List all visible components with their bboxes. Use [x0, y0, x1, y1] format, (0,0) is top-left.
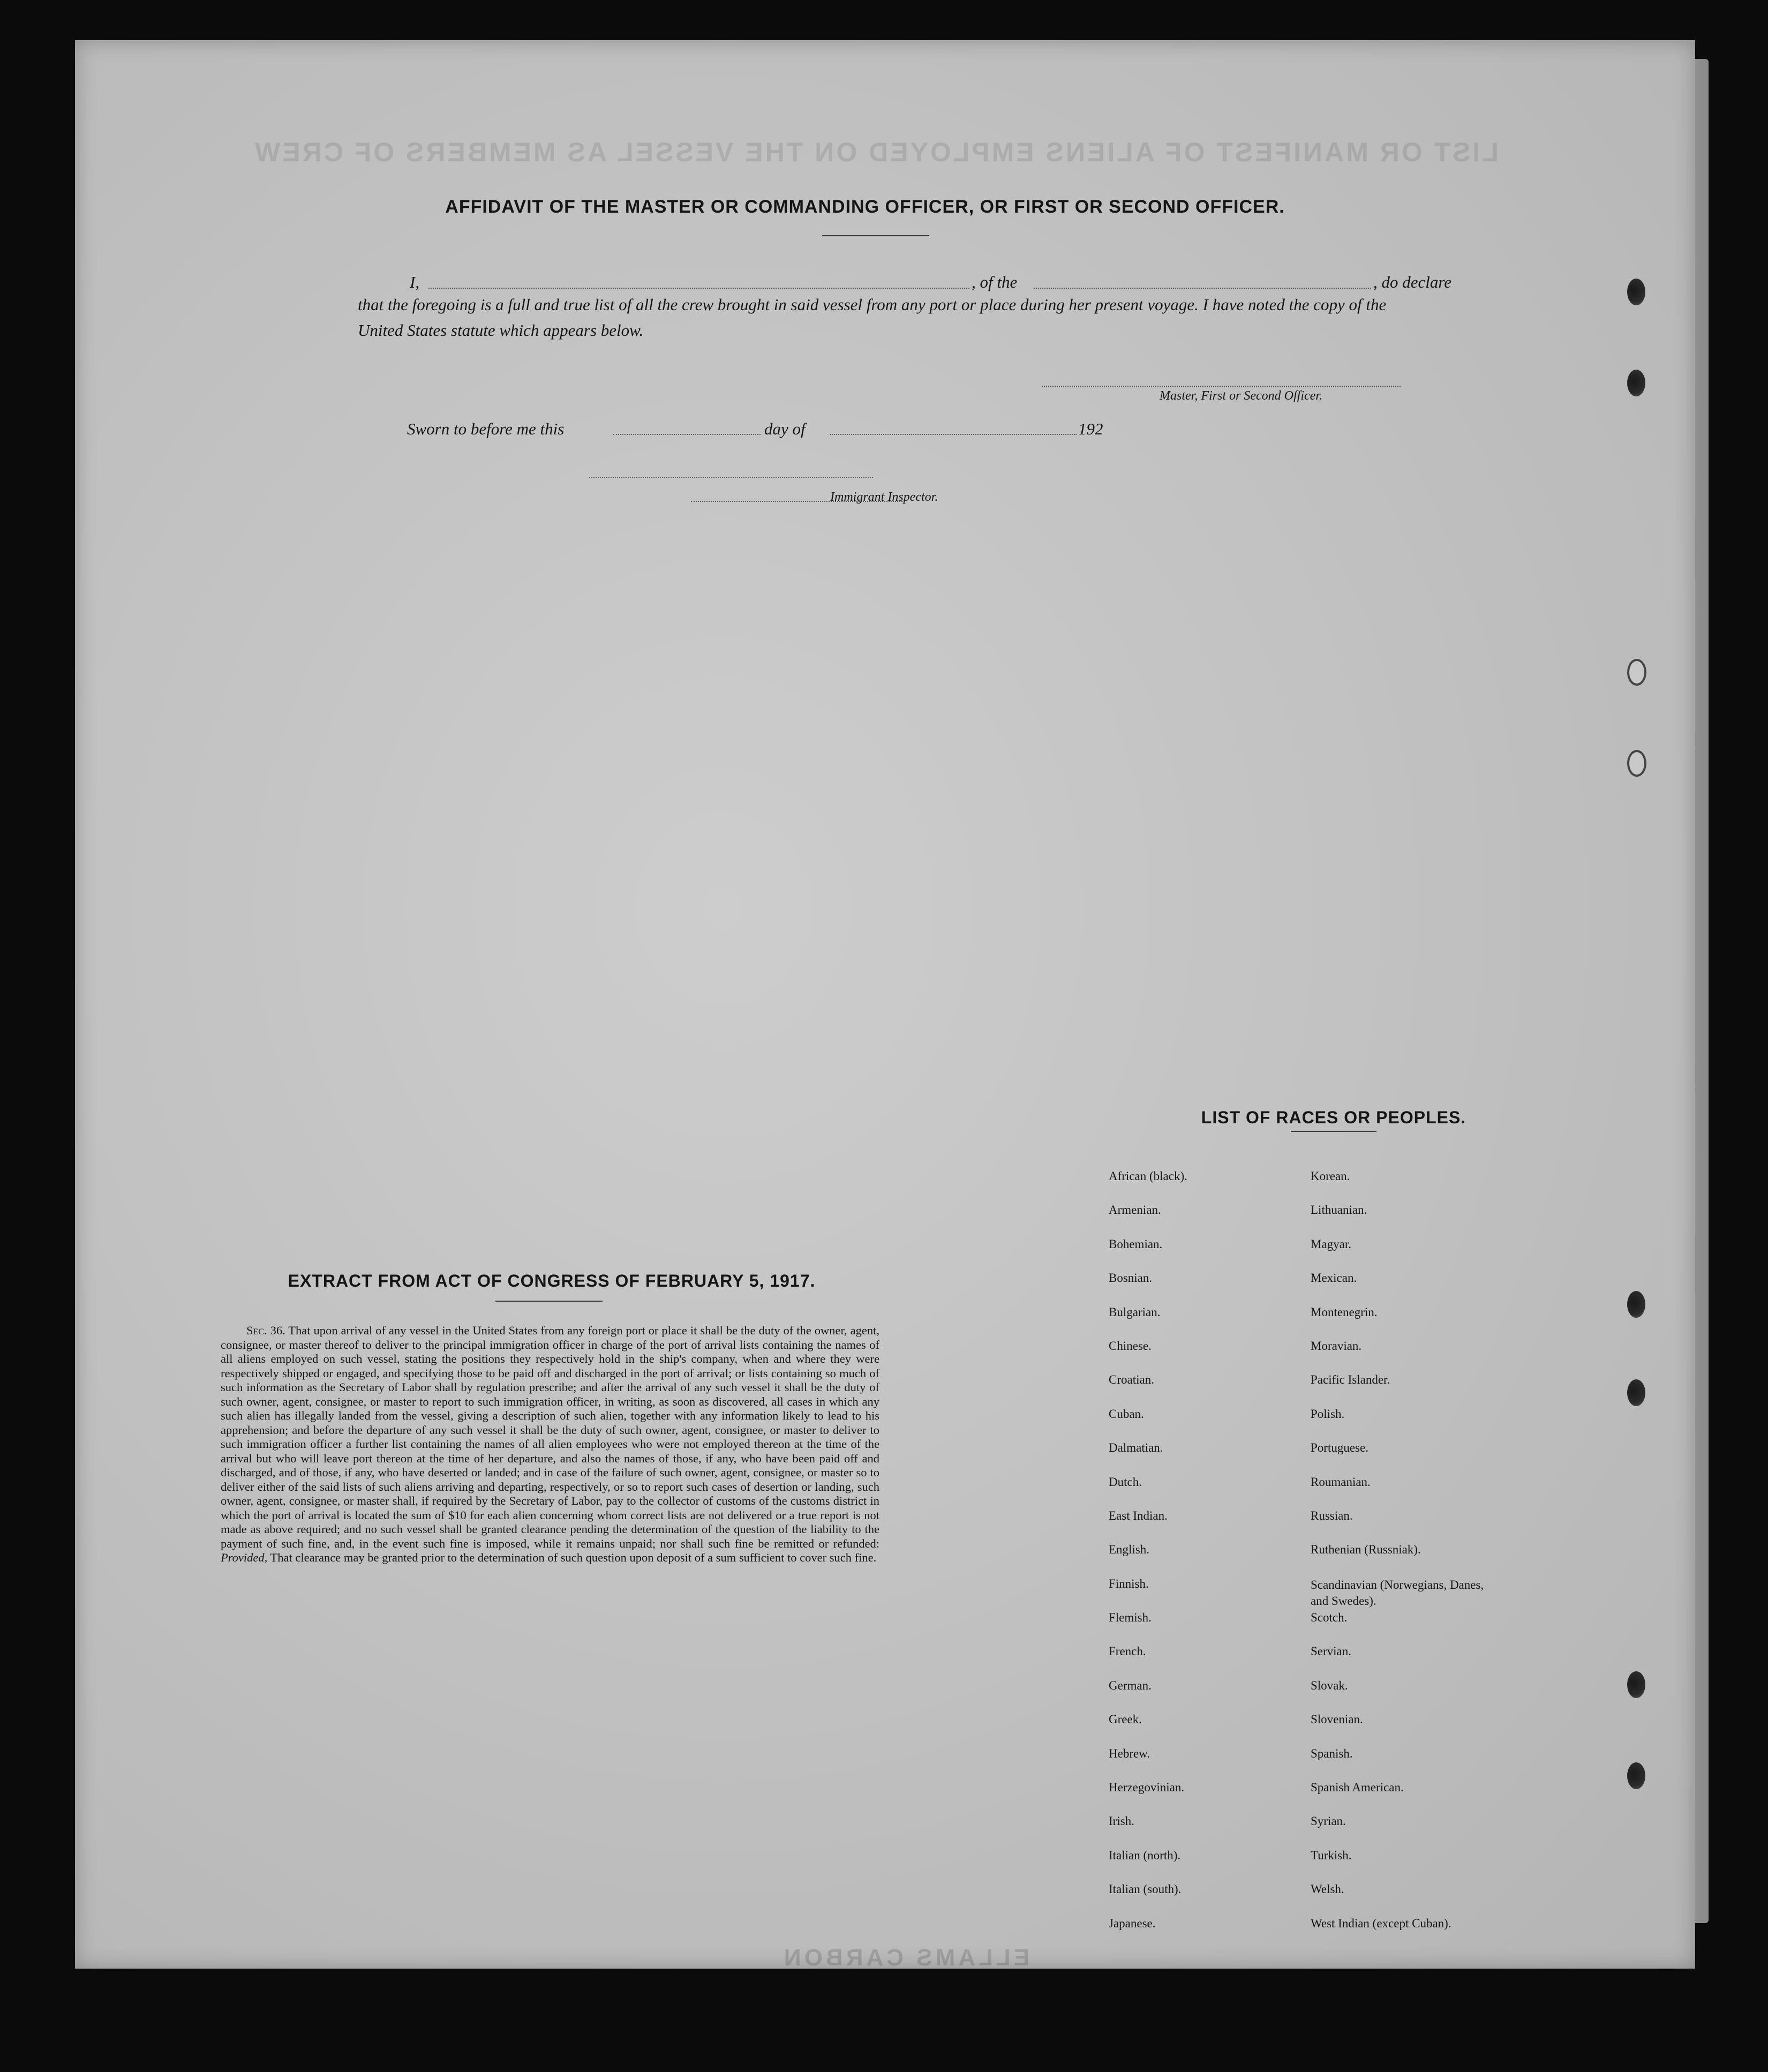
race-item: Scandinavian (Norwegians, Danes, and Swedes).: [1311, 1578, 1484, 1608]
master-label: Master, First or Second Officer.: [1160, 389, 1322, 403]
month-line: [830, 434, 1077, 435]
extract-text-end: That clearance may be granted prior to the determination of such question upon deposit of a sum sufficient to cover such fine.: [270, 1551, 877, 1564]
races-column-2: [1311, 1169, 1503, 1950]
race-item: Dalmatian.: [1109, 1441, 1163, 1455]
race-item: Spanish American.: [1311, 1781, 1404, 1795]
race-item: Welsh.: [1311, 1882, 1344, 1896]
race-item: Spanish.: [1311, 1746, 1353, 1760]
punch-hole: [1627, 1671, 1645, 1698]
races-rule: [1291, 1131, 1376, 1132]
do-declare-label: , do declare: [1373, 273, 1452, 291]
race-item: Hebrew.: [1109, 1746, 1150, 1760]
race-item: Korean.: [1311, 1169, 1350, 1183]
title-rule: [822, 235, 929, 236]
race-item: Finnish.: [1109, 1576, 1149, 1590]
inspector-signature-line-1: [589, 477, 873, 478]
race-item: Slovenian.: [1311, 1713, 1363, 1726]
race-item: French.: [1109, 1645, 1146, 1658]
master-signature-line: [1042, 386, 1401, 387]
extract-title: EXTRACT FROM ACT OF CONGRESS OF FEBRUARY 5, 1917.: [288, 1271, 816, 1290]
race-item: Herzegovinian.: [1109, 1781, 1185, 1795]
affidavit-title: AFFIDAVIT OF THE MASTER OR COMMANDING OFFICER, OR FIRST OR SECOND OFFICER.: [445, 197, 1285, 217]
sworn-label: Sworn to before me this: [407, 419, 565, 438]
inspector-label: Immigrant Inspector.: [830, 490, 938, 504]
extract-text-main: That upon arrival of any vessel in the United States from any foreign port or place it shall be the duty of the owner, agent, consignee, or master thereof to deliver to the principal immigration officer in charge of the port of arrival lists containing the names of all aliens employed on such vessel, stating the positions they respectively hold in the ship's company, when and where they were respectively shipped or engaged, and specifying those to be paid off and discharged in the port of arrival; or lists containing so much of such information as the Secretary of Labor shall by regulation prescribe; and after the arrival of any such vessel it shall be the duty of such owner, agent, consignee, or master to report to such immigration officer, in writing, as soon as discovered, all cases in which any such alien has illegally landed from the vessel, giving a description of such alien, together with any information likely to lead to his apprehension; and before the departure of any such vessel it shall be the duty of such owner, agent, consignee, or master to deliver to such immigration officer a further list containing the names of all alien employees who were not employed thereon at the time of the arrival but who will leave port thereon at the time of her departure, and also the names of those, if any, who have been paid off and discharged, and of those, if any, who have deserted or landed; and in case of the failure of such owner, agent, consignee, or master so to deliver either of the said lists of such aliens arriving and departing, respectively, or so to report such cases of desertion or landing, such owner, agent, consignee, or master shall, if required by the Secretary of Labor, pay to the collector of customs of the customs district in which the port of arrival is located the sum of $10 for each alien concerning whom correct lists are not delivered or a true report is not made as above required; and no such vessel shall be granted clearance pending the determination of the question of the liability to the payment of such fine, and, in the event such fine is imposed, while it remains unpaid; nor shall such fine be remitted or refunded:: [221, 1324, 880, 1550]
section-number: Sec. 36.: [246, 1324, 285, 1337]
day-of-label: day of: [764, 419, 806, 438]
race-item: Portuguese.: [1311, 1441, 1368, 1455]
race-item: Bohemian.: [1109, 1237, 1163, 1251]
race-item: Roumanian.: [1311, 1475, 1371, 1489]
document-page: [75, 40, 1695, 1969]
race-item: Italian (south).: [1109, 1882, 1182, 1896]
affidavit-statement: that the foregoing is a full and true list of all the crew brought in said vessel from any port or place during her present voyage. I have noted the copy of the United States statute which appears below.: [358, 295, 1387, 340]
race-item: Bosnian.: [1109, 1271, 1153, 1285]
race-item: Servian.: [1311, 1645, 1352, 1658]
punch-hole: [1627, 1762, 1645, 1789]
year-label: 192: [1078, 419, 1103, 438]
race-item: Armenian.: [1109, 1203, 1161, 1217]
race-item: Magyar.: [1311, 1237, 1352, 1251]
race-item: Ruthenian (Russniak).: [1311, 1543, 1421, 1557]
races-column-1: [1109, 1169, 1187, 1950]
race-item: Polish.: [1311, 1407, 1345, 1421]
race-item: Bulgarian.: [1109, 1305, 1161, 1319]
race-item: Pacific Islander.: [1311, 1373, 1390, 1387]
punch-hole: [1627, 659, 1646, 686]
race-item: Greek.: [1109, 1713, 1142, 1726]
bleed-through-text: LIST OR MANIFEST OF ALIENS EMPLOYED ON THE VESSEL AS MEMBERS OF CREW: [253, 137, 1499, 167]
day-line: [613, 434, 761, 435]
punch-hole: [1627, 1379, 1645, 1406]
race-item: Chinese.: [1109, 1339, 1152, 1353]
race-item: Moravian.: [1311, 1339, 1362, 1353]
race-item: Dutch.: [1109, 1475, 1142, 1489]
race-item: West Indian (except Cuban).: [1311, 1916, 1451, 1930]
race-item: Mexican.: [1311, 1271, 1357, 1285]
race-item: African (black).: [1109, 1169, 1187, 1183]
race-item: Japanese.: [1109, 1916, 1156, 1930]
punch-hole: [1627, 279, 1645, 305]
race-item: Scotch.: [1311, 1611, 1348, 1625]
race-item: German.: [1109, 1678, 1152, 1692]
punch-hole: [1627, 370, 1645, 396]
name-line: [428, 288, 969, 289]
race-item: Irish.: [1109, 1814, 1134, 1828]
race-item: Montenegrin.: [1311, 1305, 1378, 1319]
vessel-line: [1034, 288, 1371, 289]
race-item: East Indian.: [1109, 1508, 1168, 1522]
race-item: Turkish.: [1311, 1848, 1352, 1862]
of-the-label: , of the: [972, 273, 1018, 291]
race-item: Flemish.: [1109, 1611, 1152, 1625]
race-item: English.: [1109, 1543, 1150, 1557]
extract-text: [221, 1324, 879, 1565]
carbon-stamp-text: ELLAMS CARBON: [780, 1945, 1030, 1969]
races-title: LIST OF RACES OR PEOPLES.: [1201, 1108, 1466, 1127]
race-item: Lithuanian.: [1311, 1203, 1367, 1217]
race-item: Italian (north).: [1109, 1848, 1181, 1862]
race-item: Cuban.: [1109, 1407, 1144, 1421]
i-label: I,: [410, 273, 420, 291]
punch-hole: [1627, 1291, 1645, 1318]
provided-word: Provided,: [221, 1551, 268, 1564]
extract-rule: [495, 1301, 603, 1302]
race-item: Russian.: [1311, 1508, 1353, 1522]
race-item: Slovak.: [1311, 1678, 1348, 1692]
punch-hole: [1627, 750, 1646, 777]
race-item: Croatian.: [1109, 1373, 1154, 1387]
race-item: Syrian.: [1311, 1814, 1346, 1828]
